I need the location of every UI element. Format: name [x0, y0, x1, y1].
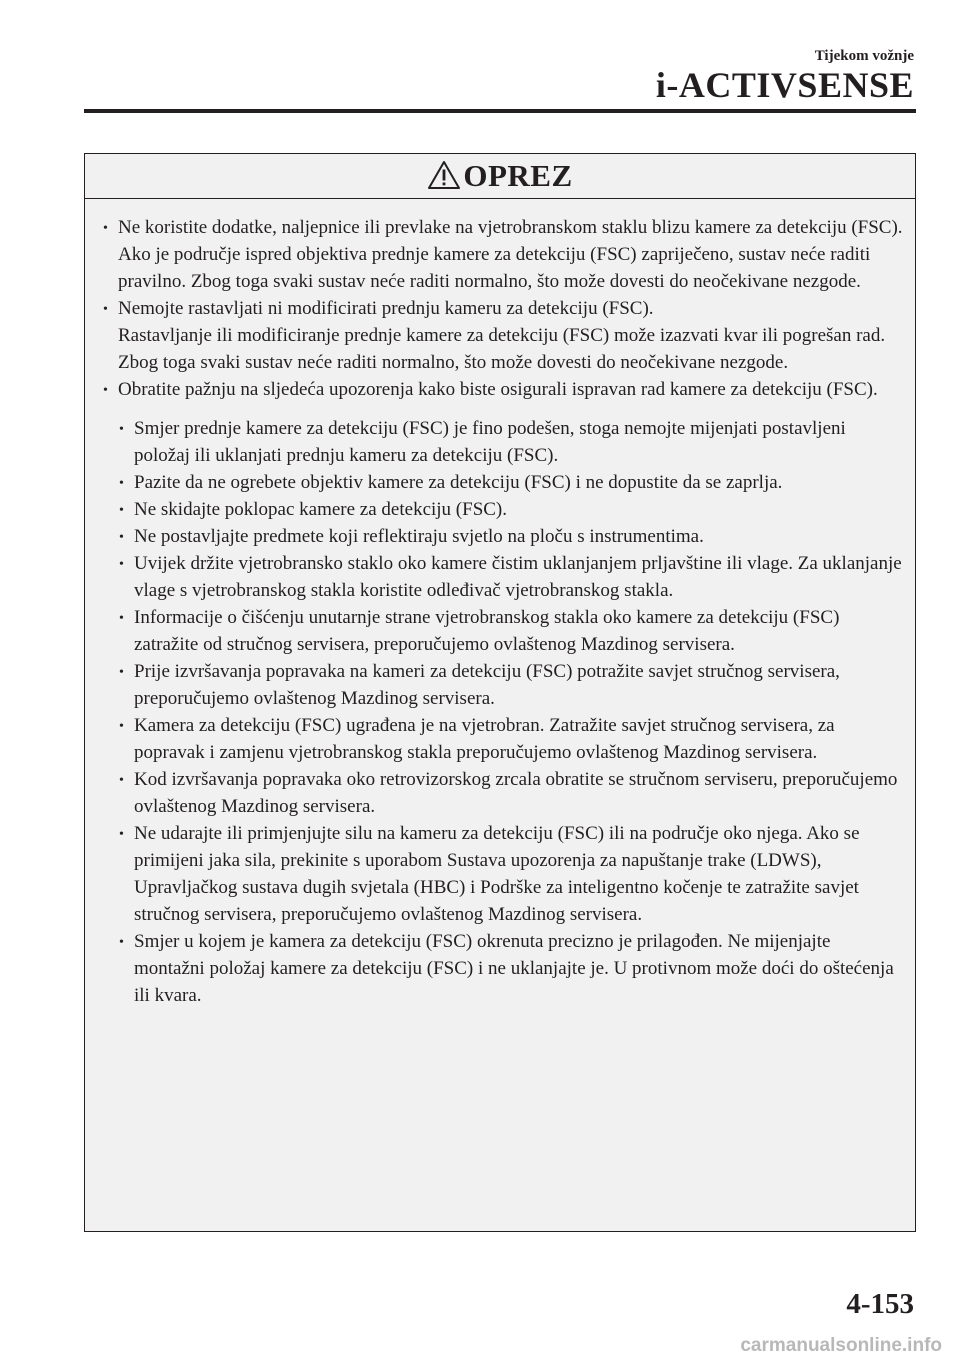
sublist-item	[115, 496, 905, 523]
warning-triangle-icon	[427, 160, 461, 190]
bullet-dot-icon: •	[103, 383, 108, 398]
bullet-dot-icon: •	[119, 773, 124, 788]
subitem-text: Ne udarajte ili primjenjujte silu na kameru za detekciju (FSC) ili na područje oko njega. Ako se primijeni jaka sila, prekinite s uporabom Sustava upozorenja za napuštanje trake (LDWS), Upravljačkog sustava dugih svjetala (HBC) i Podrške za inteligentno kočenje te zatražite savjet stručnog servisera, preporučujemo ovlaštenog Mazdinog servisera.	[134, 823, 860, 925]
list-item	[99, 376, 905, 403]
bullet-dot-icon: •	[103, 221, 108, 236]
subitem-text: Smjer u kojem je kamera za detekciju (FSC) okrenuta precizno je prilagođen. Ne mijenjajte montažni položaj kamere za detekciju (FSC) i ne uklanjajte je. U protivnom može doći do oštećenja ili kvara.	[134, 931, 894, 1006]
subitem-text: Smjer prednje kamere za detekciju (FSC) je fino podešen, stoga nemojte mijenjati postavljeni položaj ili uklanjati prednju kameru za detekciju (FSC).	[134, 418, 846, 466]
bullet-dot-icon: •	[119, 665, 124, 680]
sublist-item	[115, 415, 905, 469]
sublist-item	[115, 766, 905, 820]
caution-label: OPREZ	[463, 158, 573, 193]
bullet-dot-icon: •	[119, 719, 124, 734]
subitem-text: Ne postavljajte predmete koji reflektiraju svjetlo na ploču s instrumentima.	[134, 526, 704, 547]
sublist-item	[115, 928, 905, 1009]
sublist-item	[115, 523, 905, 550]
subitem-text: Uvijek držite vjetrobransko staklo oko kamere čistim uklanjanjem prljavštine ili vlage. Za uklanjanje vlage s vjetrobranskog stakla koristite odleđivač vjetrobranskog stakla.	[134, 553, 902, 601]
sublist-item	[115, 658, 905, 712]
item-text: Nemojte rastavljati ni modificirati prednju kameru za detekciju (FSC).	[118, 298, 654, 319]
bullet-dot-icon: •	[119, 503, 124, 518]
watermark: carmanualsonline.info	[740, 1335, 942, 1356]
item-text: Ne koristite dodatke, naljepnice ili prevlake na vjetrobranskom staklu blizu kamere za detekciju (FSC).	[118, 217, 903, 238]
bullet-dot-icon: •	[119, 935, 124, 950]
bullet-dot-icon: •	[119, 827, 124, 842]
bullet-dot-icon: •	[119, 530, 124, 545]
sublist-item	[115, 712, 905, 766]
sublist-item	[115, 604, 905, 658]
caution-body	[85, 199, 915, 1231]
item-text: Ako je područje ispred objektiva prednje kamere za detekciju (FSC) zapriječeno, sustav neće raditi pravilno. Zbog toga svaki sustav neće raditi normalno, što može dovesti do neočekivane nezgode.	[118, 244, 871, 292]
caution-box	[84, 153, 916, 1232]
list-item	[99, 214, 905, 295]
subitem-text: Pazite da ne ogrebete objektiv kamere za detekciju (FSC) i ne dopustite da se zaprlja.	[134, 472, 783, 493]
chapter-title: i-ACTIVSENSE	[655, 65, 914, 105]
caution-sublist	[115, 415, 905, 1009]
caution-header	[85, 154, 915, 199]
item-text: Rastavljanje ili modificiranje prednje kamere za detekciju (FSC) može izazvati kvar ili pogrešan rad. Zbog toga svaki sustav neće raditi normalno, što može dovesti do neočekivane nezgode.	[118, 325, 886, 373]
subitem-text: Kod izvršavanja popravaka oko retrovizorskog zrcala obratite se stručnom serviseru, preporučujemo ovlaštenog Mazdinog servisera.	[134, 769, 898, 817]
bullet-dot-icon: •	[119, 422, 124, 437]
subitem-text: Ne skidajte poklopac kamere za detekciju (FSC).	[134, 499, 508, 520]
bullet-dot-icon: •	[103, 302, 108, 317]
section-title: Tijekom vožnje	[814, 48, 914, 64]
bullet-dot-icon: •	[119, 476, 124, 491]
header-rule	[84, 109, 916, 113]
list-item	[99, 295, 905, 376]
subitem-text: Kamera za detekciju (FSC) ugrađena je na vjetrobran. Zatražite savjet stručnog servisera, za popravak i zamjenu vjetrobranskog stakla preporučujemo ovlaštenog Mazdinog servisera.	[134, 715, 835, 763]
sublist-item	[115, 820, 905, 928]
subitem-text: Informacije o čišćenju unutarnje strane vjetrobranskog stakla oko kamere za detekciju (FSC) zatražite od stručnog servisera, preporučujemo ovlaštenog Mazdinog servisera.	[134, 607, 840, 655]
item-text: Obratite pažnju na sljedeća upozorenja kako biste osigurali ispravan rad kamere za detekciju (FSC).	[118, 379, 878, 400]
sublist-item	[115, 550, 905, 604]
bullet-dot-icon: •	[119, 557, 124, 572]
page-number: 4-153	[846, 1288, 914, 1320]
bullet-dot-icon: •	[119, 611, 124, 626]
subitem-text: Prije izvršavanja popravaka na kameri za detekciju (FSC) potražite savjet stručnog servisera, preporučujemo ovlaštenog Mazdinog servisera.	[134, 661, 840, 709]
sublist-item	[115, 469, 905, 496]
caution-list	[99, 214, 905, 403]
